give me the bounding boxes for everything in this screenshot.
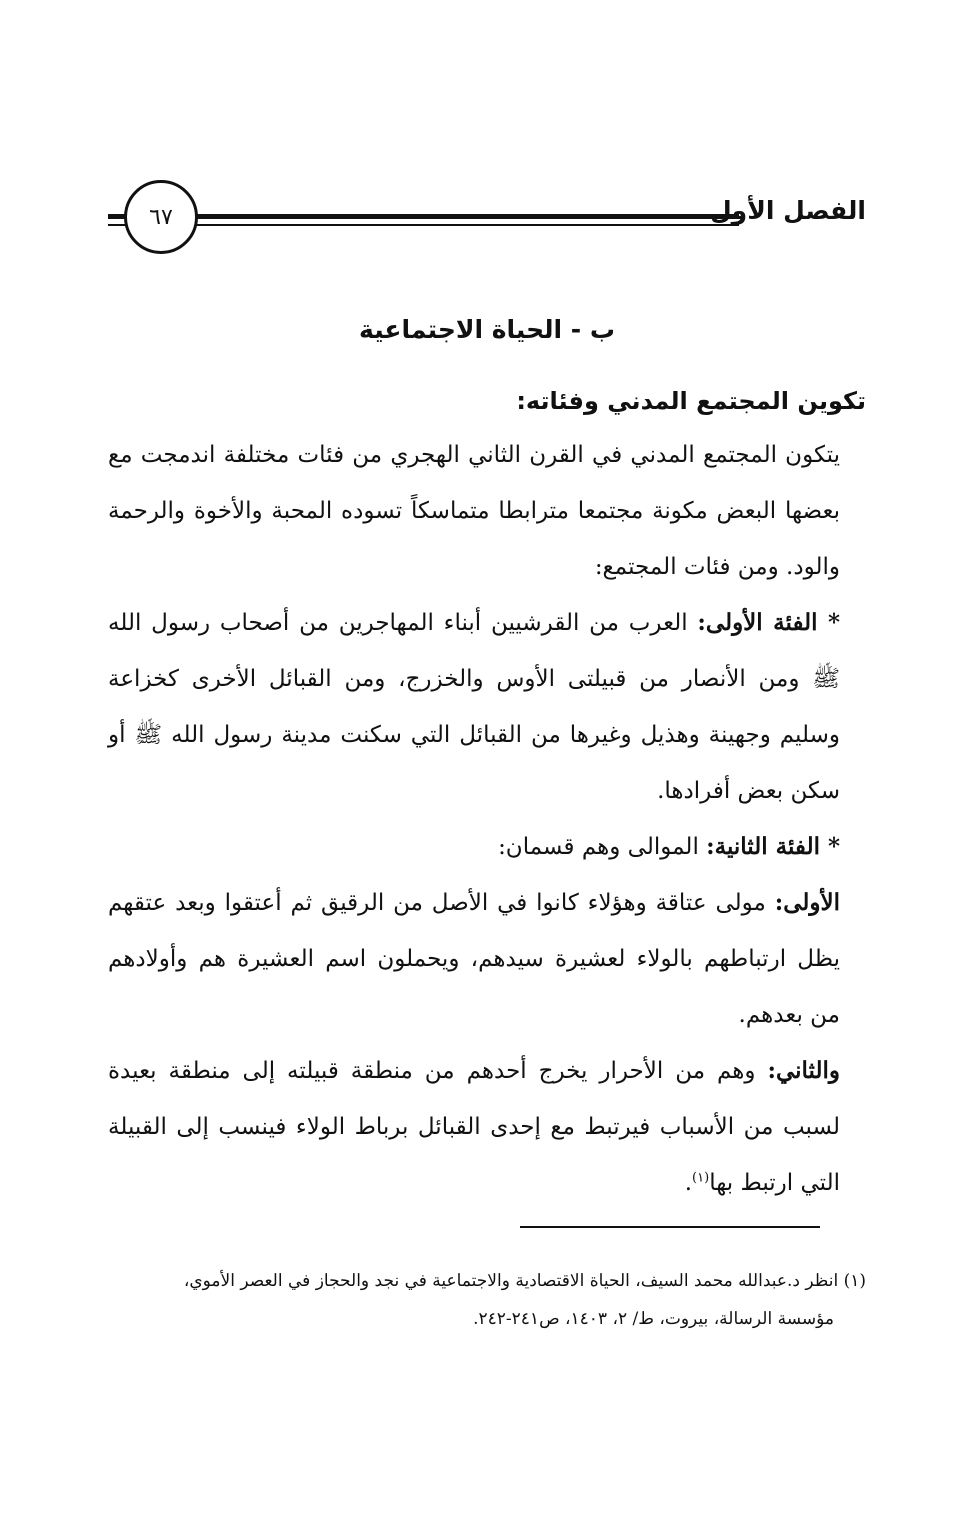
paragraph-text: مولى عتاقة وهؤلاء كانوا في الأصل من الرقيق ثم أعتقوا وبعد عتقهم يظل ارتباطهم بالولاء لعشيرة سيدهم، ويحملون اسم العشيرة هم وأولادهم من بعدهم.: [108, 890, 840, 1028]
paragraph-label: * الفئة الثانية:: [706, 833, 840, 860]
footnote-reference: (١): [692, 1170, 710, 1186]
footnote-line: مؤسسة الرسالة، بيروت، ط/ ٢، ١٤٠٣، ص٢٤١-٢٤٢.: [473, 1309, 834, 1329]
paragraph-first-category: [108, 595, 866, 819]
paragraph-first-type: [108, 875, 866, 1043]
header-rule: [194, 214, 739, 219]
paragraph-second-category: [108, 819, 866, 875]
paragraph-text: وهم من الأحرار يخرج أحدهم من منطقة قبيلته إلى منطقة بعيدة لسبب من الأسباب فيرتبط مع إحدى القبائل برباط الولاء فينسب إلى القبيلة التي ارتبط بها: [108, 1058, 840, 1196]
header-rule-thin: [194, 224, 739, 226]
body-text: [108, 427, 866, 1211]
chapter-title: الفصل الأول: [709, 196, 866, 225]
paragraph-intro: يتكون المجتمع المدني في القرن الثاني الهجري من فئات مختلفة اندمجت مع بعضها البعض مكونة مجتمعا مترابطا متماسكاً تسوده المحبة والأخوة والرحمة والود. ومن فئات المجتمع:: [108, 442, 840, 580]
footnote-separator: [520, 1226, 820, 1228]
running-header: [108, 180, 866, 260]
paragraph-label: والثاني:: [767, 1057, 840, 1084]
paragraph-text: الموالى وهم قسمان:: [498, 834, 707, 860]
paragraph-text: العرب من القرشيين أبناء المهاجرين من أصحاب رسول الله ﷺ ومن الأنصار من قبيلتى الأوس والخزرج، ومن القبائل الأخرى كخزاعة وسليم وجهينة وهذيل وغيرها من القبائل التي سكنت مدينة رسول الله ﷺ أو سكن بعض أفرادها.: [108, 610, 841, 804]
paragraph-label: الأولى:: [774, 889, 840, 916]
header-rule-stub-thin: [108, 224, 126, 226]
paragraph-second-type: [108, 1043, 866, 1211]
footnote-line: (١) انظر د.عبدالله محمد السيف، الحياة الاقتصادية والاجتماعية في نجد والحجاز في العصر الأموي،: [183, 1271, 866, 1291]
footnote: [108, 1262, 866, 1338]
page-number: ٦٧: [124, 180, 198, 254]
paragraph-end: .: [684, 1170, 693, 1196]
section-heading: ب - الحياة الاجتماعية: [359, 315, 615, 344]
sub-heading: تكوين المجتمع المدني وفئاته:: [516, 387, 866, 415]
paragraph-label: * الفئة الأولى:: [697, 609, 840, 636]
